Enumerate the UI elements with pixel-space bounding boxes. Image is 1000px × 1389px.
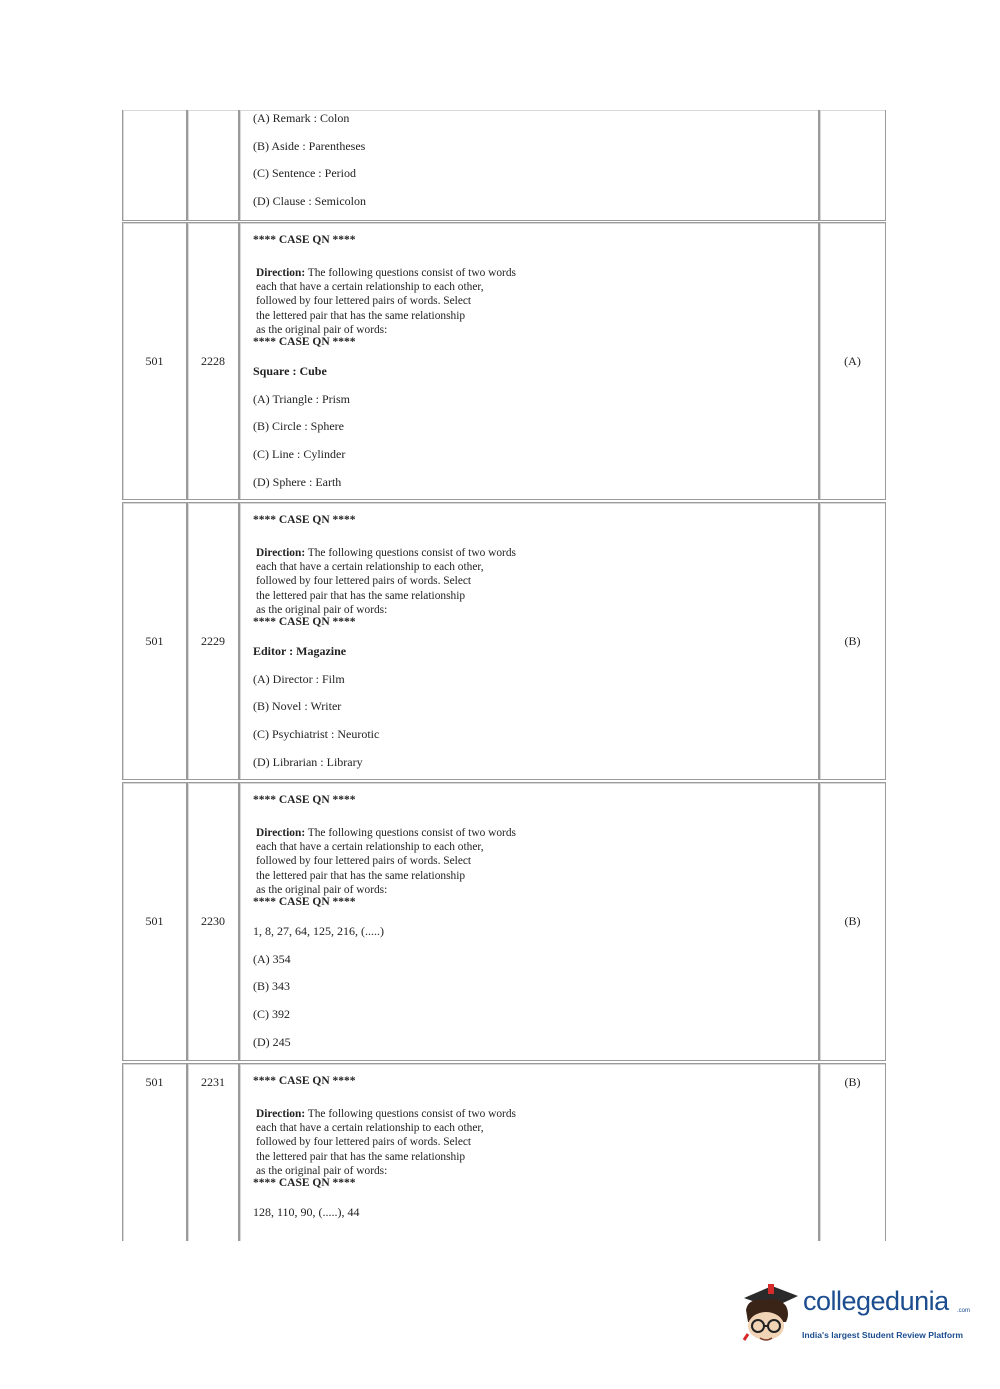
subject-cell xyxy=(122,110,187,221)
answer-cell xyxy=(819,782,886,1061)
qid-cell xyxy=(187,222,239,500)
question-id: 2230 xyxy=(201,914,225,928)
answer-cell xyxy=(819,1063,886,1241)
subject-cell xyxy=(122,782,187,1061)
direction-text: Direction: The following questions consist of two words each that have a certain relationship to each other, followed by four lettered pairs of words. Select the lettered pair that has the same relationship as the original pair of words: xyxy=(256,547,516,616)
table-row-continued xyxy=(122,110,886,221)
subject-code: 501 xyxy=(145,1075,164,1089)
question-cell xyxy=(239,222,819,500)
direction-text: Direction: The following questions consist of two words each that have a certain relationship to each other, followed by four lettered pairs of words. Select the lettered pair that has the same relationship as the original pair of words: xyxy=(256,267,516,336)
direction-label: Direction: xyxy=(256,547,306,559)
table-row xyxy=(122,222,886,500)
question-id: 2229 xyxy=(201,634,225,648)
logo-wordmark: collegedunia xyxy=(803,1286,949,1316)
case-marker: **** CASE QN **** xyxy=(253,514,356,526)
case-marker: **** CASE QN **** xyxy=(253,336,356,348)
subject-code: 501 xyxy=(145,634,164,648)
option-b: (B) Aside : Parentheses xyxy=(253,139,366,153)
case-marker: **** CASE QN **** xyxy=(253,794,356,806)
question-id: 2231 xyxy=(201,1075,225,1089)
answer-key: (B) xyxy=(844,1075,861,1089)
subject-code: 501 xyxy=(145,914,164,928)
option-c: (C) Sentence : Period xyxy=(253,166,356,180)
case-marker: **** CASE QN **** xyxy=(253,1075,356,1087)
qid-cell xyxy=(187,1063,239,1241)
option-b: (B) 343 xyxy=(253,979,290,993)
table-row xyxy=(122,782,886,1061)
answer-key: (A) xyxy=(844,354,861,368)
direction-text: Direction: The following questions consist of two words each that have a certain relationship to each other, followed by four lettered pairs of words. Select the lettered pair that has the same relationship as the original pair of words: xyxy=(256,827,516,896)
direction-text: Direction: The following questions consist of two words each that have a certain relationship to each other, followed by four lettered pairs of words. Select the lettered pair that has the same relationship as the original pair of words: xyxy=(256,1108,516,1177)
subject-cell xyxy=(122,222,187,500)
case-marker: **** CASE QN **** xyxy=(253,896,356,908)
question-cell xyxy=(239,1063,819,1241)
logo-suffix: .com xyxy=(957,1308,971,1314)
direction-label: Direction: xyxy=(256,267,306,279)
subject-cell xyxy=(122,1063,187,1241)
option-b: (B) Circle : Sphere xyxy=(253,419,344,433)
answer-cell xyxy=(819,110,886,221)
direction-label: Direction: xyxy=(256,827,306,839)
question-cell xyxy=(239,502,819,780)
table-row xyxy=(122,502,886,780)
question-cell xyxy=(239,110,819,221)
option-d: (D) Clause : Semicolon xyxy=(253,194,366,208)
option-c: (C) 392 xyxy=(253,1007,290,1021)
direction-label: Direction: xyxy=(256,1108,306,1120)
answer-key: (B) xyxy=(844,634,861,648)
question-id: 2228 xyxy=(201,354,225,368)
logo-tagline: India's largest Student Review Platform xyxy=(802,1330,964,1340)
subject-cell xyxy=(122,502,187,780)
answer-cell xyxy=(819,222,886,500)
question-stem: 1, 8, 27, 64, 125, 216, (.....) xyxy=(253,924,384,938)
question-stem: Editor : Magazine xyxy=(253,644,347,658)
question-stem: 128, 110, 90, (.....), 44 xyxy=(253,1205,360,1219)
question-cell xyxy=(239,782,819,1061)
qid-cell xyxy=(187,782,239,1061)
option-d: (D) Librarian : Library xyxy=(253,755,363,769)
case-marker: **** CASE QN **** xyxy=(253,234,356,246)
mascot-icon xyxy=(738,1280,800,1352)
qid-cell xyxy=(187,110,239,221)
option-b: (B) Novel : Writer xyxy=(253,699,342,713)
option-d: (D) 245 xyxy=(253,1035,291,1049)
option-a: (A) Director : Film xyxy=(253,672,345,686)
table-row xyxy=(122,1063,886,1241)
question-stem: Square : Cube xyxy=(253,364,327,378)
answer-key: (B) xyxy=(844,914,861,928)
qid-cell xyxy=(187,502,239,780)
option-c: (C) Line : Cylinder xyxy=(253,447,346,461)
option-a: (A) Remark : Colon xyxy=(253,111,350,125)
case-marker: **** CASE QN **** xyxy=(253,1177,356,1189)
option-d: (D) Sphere : Earth xyxy=(253,475,342,489)
answer-cell xyxy=(819,502,886,780)
case-marker: **** CASE QN **** xyxy=(253,616,356,628)
subject-code: 501 xyxy=(145,354,164,368)
option-c: (C) Psychiatrist : Neurotic xyxy=(253,727,380,741)
option-a: (A) Triangle : Prism xyxy=(253,392,351,406)
option-a: (A) 354 xyxy=(253,952,291,966)
collegedunia-logo xyxy=(738,1280,970,1352)
